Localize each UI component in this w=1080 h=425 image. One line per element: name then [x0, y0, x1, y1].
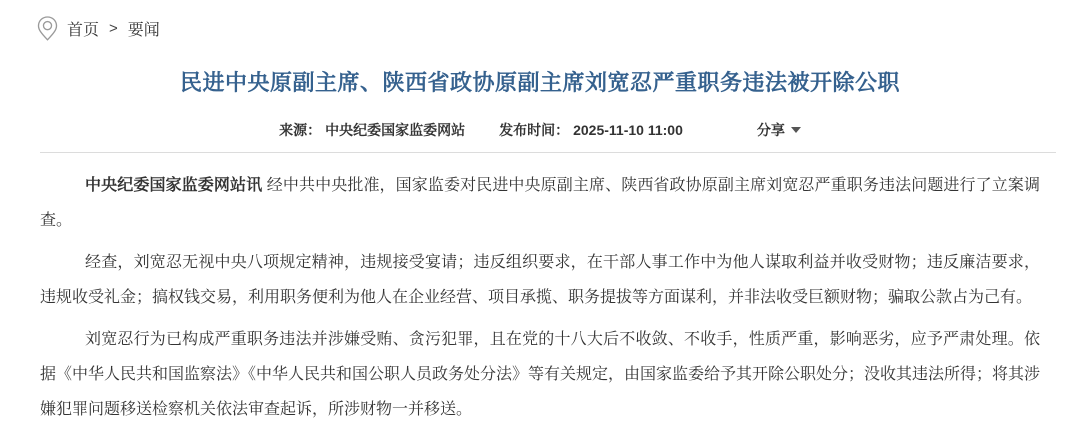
share-label: 分享 [756, 122, 785, 138]
source-item [279, 120, 465, 140]
page-title: 民进中央原副主席、陕西省政协原副主席刘宽忍严重职务违法被开除公职 [179, 70, 900, 95]
article-paragraph-3 [40, 322, 1040, 425]
breadcrumb-section-link[interactable]: 要闻 [127, 21, 160, 39]
article-paragraph-1 [40, 168, 1040, 238]
chevron-down-icon [791, 127, 801, 133]
publish-item [499, 120, 683, 140]
publish-label: 发布时间： [499, 122, 570, 138]
paragraph-text: 经中共中央批准，国家监委对民进中央原副主席、陕西省政协原副主席刘宽忍严重职务违法问题进行了立案调查。 [40, 177, 1040, 229]
paragraph-text: 经查，刘宽忍无视中央八项规定精神，违规接受宴请；违反组织要求，在干部人事工作中为他人谋取利益并收受财物；违反廉洁要求，违规收受礼金；搞权钱交易，利用职务便利为他人在企业经营、项目承揽、职务提拔等方面谋利，并非法收受巨额财物；骗取公款占为己有。 [40, 254, 1040, 306]
paragraph-lead: 中央纪委国家监委网站讯 [85, 177, 263, 194]
source-label: 来源： [279, 122, 322, 138]
breadcrumb-separator: > [109, 19, 118, 37]
share-button[interactable] [757, 120, 801, 140]
paragraph-text: 刘宽忍行为已构成严重职务违法并涉嫌受贿、贪污犯罪，且在党的十八大后不收敛、不收手，性质严重，影响恶劣，应予严肃处理。依据《中华人民共和国监察法》《中华人民共和国公职人员政务处分法》等有关规定，由国家监委给予其开除公职处分；没收其违法所得；将其涉嫌犯罪问题移送检察机关依法审查起诉，所涉财物一并移送。 [40, 331, 1041, 418]
source-value: 中央纪委国家监委网站 [325, 122, 466, 138]
article-paragraph-2 [40, 245, 1040, 315]
article-meta [0, 120, 1080, 140]
article-body [40, 168, 1040, 425]
publish-time: 2025-11-10 11:00 [573, 122, 683, 138]
divider [40, 152, 1056, 153]
location-pin-icon [36, 15, 59, 42]
breadcrumb-home-link[interactable]: 首页 [67, 21, 100, 39]
breadcrumb [0, 0, 1080, 42]
